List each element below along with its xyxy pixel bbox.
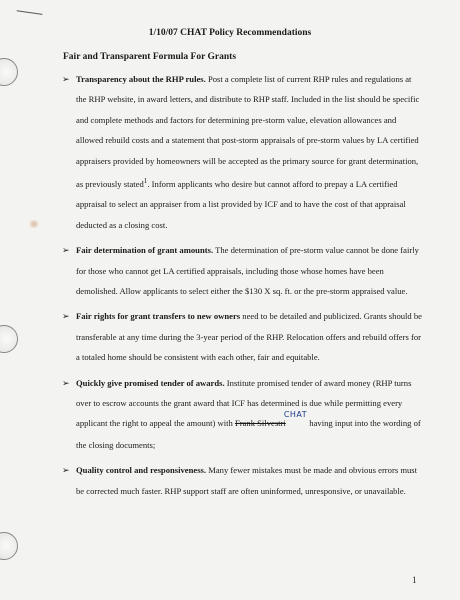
handwritten-insertion: CHAT [283,410,308,420]
item-text: Post a complete list of current RHP rules and regulations at the RHP website, in award letters, and distribute to RHP staff. Included in the list should be specific and complete methods and factors for determining pre-storm value, elevation allowances and allowed rebuild costs and a statement that post-storm appraisals of pre-storm values by LA certified appraisers provided by homeowners will be accepted as the primary source for grant determination, as previously stated [76,74,420,189]
list-item [62,69,424,235]
arrow-bullet-icon: ➢ [62,311,70,322]
section-heading: Fair and Transparent Formula For Grants [63,52,237,62]
list-item [62,240,424,301]
struck-text: Frank Silvestri [234,418,286,429]
list-item [62,306,424,367]
item-text: The determination of pre-storm value cannot be done fairly for those who cannot get LA certified appraisals, including those whose homes have been demolished. Allow applicants to select either the $130 X sq. ft. or the pre-storm appraised value. [76,245,419,296]
document-title: 1/10/07 CHAT Policy Recommendations [148,28,312,38]
page-number: 1 [412,575,417,585]
arrow-bullet-icon: ➢ [62,377,70,388]
arrow-bullet-icon: ➢ [62,74,70,84]
item-text: need to be detailed and publicized. Grants should be transferable at any time during the 3-year period of the RHP. Relocation offers and rebuild offers for a totaled home should be consistent with each other, fair and equitable. [76,311,422,363]
list-item [62,373,424,456]
punch-hole [0,325,18,353]
footnote-mark: 1 [143,177,148,186]
punch-hole [0,58,18,86]
item-lead: Transparency about the RHP rules. [76,74,206,84]
item-lead: Fair determination of grant amounts. [76,245,214,256]
arrow-bullet-icon: ➢ [62,245,70,256]
item-lead: Quickly give promised tender of awards. [76,377,225,388]
paper-stain [28,220,40,228]
arrow-bullet-icon: ➢ [62,465,70,476]
pen-mark [16,10,43,23]
list-item [62,460,424,501]
item-lead: Quality control and responsiveness. [76,465,207,476]
item-text: . Inform applicants who desire but cannot afford to prepay a LA certified appraisal to select an appraiser from a list provided by ICF and to have the cost of that appraisal deducted as a closing cost. [76,178,406,230]
punch-hole [0,532,18,560]
recommendation-list [62,69,424,506]
item-lead: Fair rights for grant transfers to new owners [76,311,241,322]
item-text: Institute promised tender of award money (RHP turns over to escrow accounts the grant award that ICF has determined is due while permitting every applicant the right to appeal the amount) with [76,377,412,429]
item-text: Many fewer mistakes must be made and obvious errors must be corrected much faster. RHP support staff are often uninformed, unresponsive, or unavailable. [76,465,418,496]
item-text: having input into the wording of the closing documents; [76,418,421,450]
